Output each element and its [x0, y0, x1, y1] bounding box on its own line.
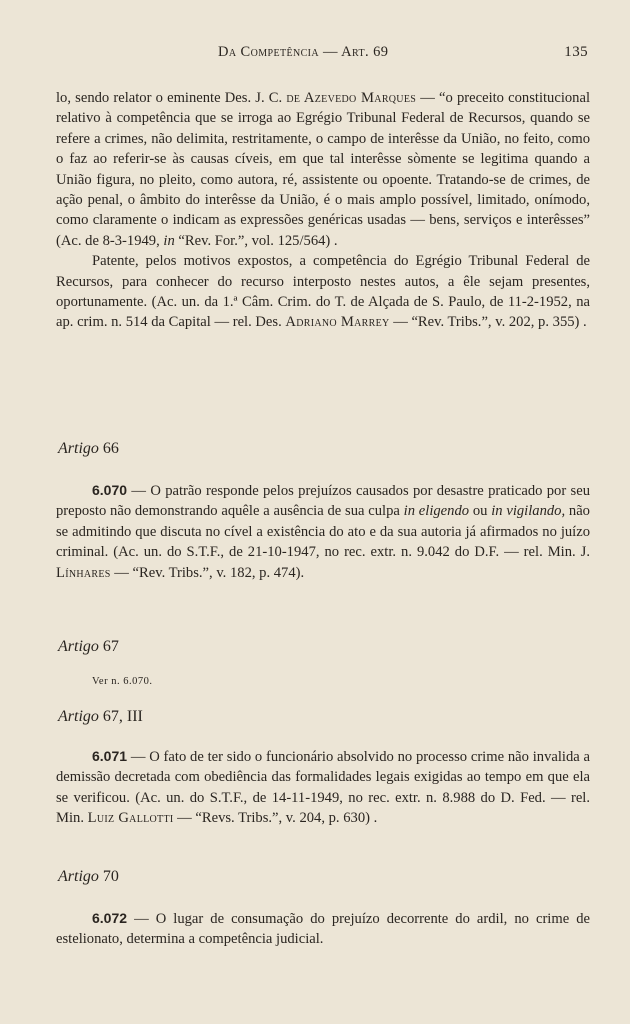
section-number: 6.072 — [92, 910, 128, 926]
s6070-text-c: não se admitindo que discuta no cível a existência do ato e da sua autoria já afirmados no juízo criminal. (Ac. un. do S.T.F., de 21-10-1947, no rec. extr. n. 9.042 do D.F. — rel. Min. J. — [56, 503, 590, 561]
artigo-label: Artigo — [58, 440, 99, 457]
heading-artigo-66 — [58, 440, 119, 458]
section-number: 6.070 — [92, 482, 128, 498]
s6072-text-a: — O lugar de consumação do prejuízo decorrente do ardil, no crime de estelionato, determina a competência judicial. — [56, 911, 590, 948]
s6070-author-name: Línhares — [56, 564, 111, 581]
running-header — [218, 44, 588, 61]
s6070-text-a: — O patrão responde pelos prejuízos causados por desastre praticado por seu preposto não demonstrando aquêle a ausência de sua culpa — [56, 483, 590, 520]
heading-artigo-67-iii — [58, 708, 143, 726]
artigo-number: 67 — [102, 638, 119, 655]
s6070-text-b: ou — [469, 503, 492, 520]
p1-text-c: “Rev. For.”, vol. 125/564) . — [174, 232, 338, 249]
artigo-number: 66 — [102, 440, 119, 457]
section-6071 — [56, 746, 590, 829]
s6070-text-d: — “Rev. Tribs.”, v. 182, p. 474). — [110, 564, 305, 581]
artigo-number: 70 — [102, 868, 119, 885]
p1-author-name: de Azevedo Marques — [286, 90, 417, 106]
section-6072 — [56, 908, 590, 950]
heading-artigo-67 — [58, 638, 119, 656]
running-title: Da Competência — Art. 69 — [218, 44, 389, 60]
p1-text-a: lo, sendo relator o eminente Des. J. C. — [56, 90, 287, 106]
section-6070 — [56, 480, 590, 583]
s6070-in-vigilando: in vigilando, — [491, 503, 566, 520]
artigo-label: Artigo — [58, 868, 99, 885]
heading-artigo-70 — [58, 868, 119, 886]
s6071-text-b: — “Revs. Tribs.”, v. 204, p. 630) . — [173, 810, 378, 827]
s6070-in-eligendo: in eligendo — [403, 503, 470, 520]
section-number: 6.071 — [92, 748, 128, 764]
paragraph-continuation — [56, 88, 590, 333]
artigo-label: Artigo — [58, 638, 99, 655]
p2-text-b: — “Rev. Tribs.”, v. 202, p. 355) . — [389, 314, 587, 331]
artigo-label: Artigo — [58, 708, 99, 725]
p1-text-b: — “o preceito constitucional relativo à competência que se irroga ao Egrégio Tribunal Federal de Recursos, quando se refere a crimes, não delimita, restritamente, o campo de interêsse da União, no feito, como o faz ao referir-se às causas cíveis, em que tal interêsse sòmente se legitima quando a União figura, no pleito, como autora, ré, assistente ou opoente. Tratando-se de crimes, de ação penal, o âmbito do interêsse da União, é o mais amplo possível, limitado, onímodo, como claramente o indicam as expressões genéricas usadas — bens, serviços e interêsses” (Ac. de 8-3-1949, — [56, 90, 591, 249]
p2-text-a: Patente, pelos motivos expostos, a competência do Egrégio Tribunal Federal de Recursos, para conhecer do recurso interposto nestes autos, a êle sejam presentes, oportunamente. (Ac. un. da 1.ª Câm. Crim. do T. de Alçada de S. Paulo, de 11-2-1952, na ap. crim. n. 514 da Capital — rel. Des. — [56, 253, 590, 331]
s6071-author-name: Luiz Gallotti — [87, 810, 174, 827]
p1-in: in — [163, 232, 175, 249]
p2-author-name: Adriano Marrey — [285, 314, 390, 331]
artigo-number: 67, III — [102, 708, 143, 725]
s6071-text-a: — O fato de ter sido o funcionário absolvido no processo crime não invalida a demissão decretada com obediência das formalidades legais exigidas ao tempo em que ela se verificou. (Ac. un. do S.T.F., de 14-11-1949, no rec. extr. n. 8.988 do D. Fed. — rel. Min. — [56, 749, 590, 827]
cross-reference: Ver n. 6.070. — [92, 676, 153, 687]
paragraph-patente — [56, 251, 590, 333]
page-number: 135 — [564, 44, 588, 60]
